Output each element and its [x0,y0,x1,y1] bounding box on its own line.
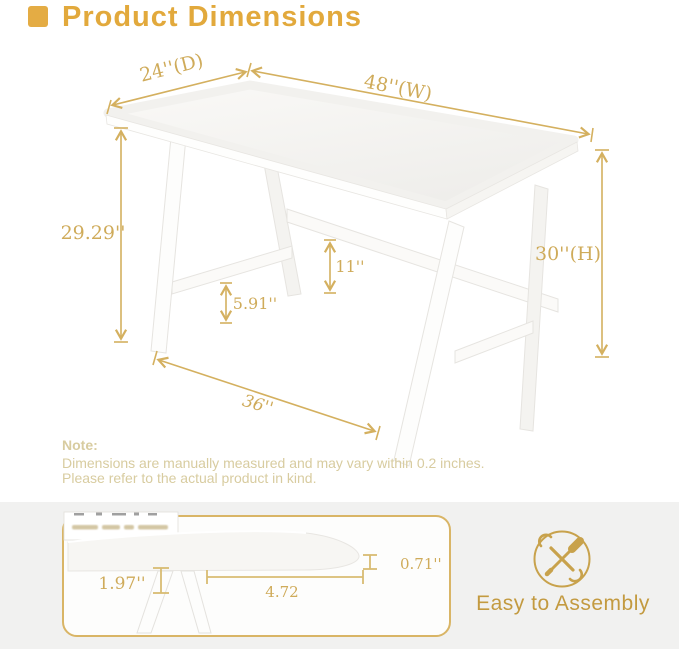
note-line-1: Dimensions are manually measured and may vary within 0.2 inches. [62,455,485,471]
easy-to-assembly-label: Easy to Assembly [476,592,650,615]
note-block [62,437,485,486]
note-heading: Note: [62,437,98,453]
note-line-2: Please refer to the actual product in kind. [62,470,317,486]
crossbar-height-dimension-label: 5.91'' [232,294,278,313]
base-span-dimension-label: 36'' [239,390,276,420]
frame-thickness-label: 1.97'' [98,574,146,594]
left-height-dimension-label: 29.29'' [60,222,126,244]
top-thickness-label: 0.71'' [400,555,442,573]
left-trestle-crossbar [172,246,292,294]
right-height-dimension-label: 30''(H) [534,243,602,265]
wrench-screwdriver-icon [535,532,590,587]
right-trestle-back-leg [520,185,548,431]
edge-closeup-section [0,500,679,649]
stretcher-height-dimension-label: 11'' [335,257,365,276]
page-title: Product Dimensions [62,1,362,33]
overhang-label: 4.72 [265,583,299,601]
left-trestle-front-leg [151,137,186,353]
stretcher-beam [287,209,558,312]
right-trestle-crossbar [455,321,533,363]
depth-dimension-label: 24''(D) [137,49,206,87]
width-dimension-label: 48''(W) [362,70,434,106]
